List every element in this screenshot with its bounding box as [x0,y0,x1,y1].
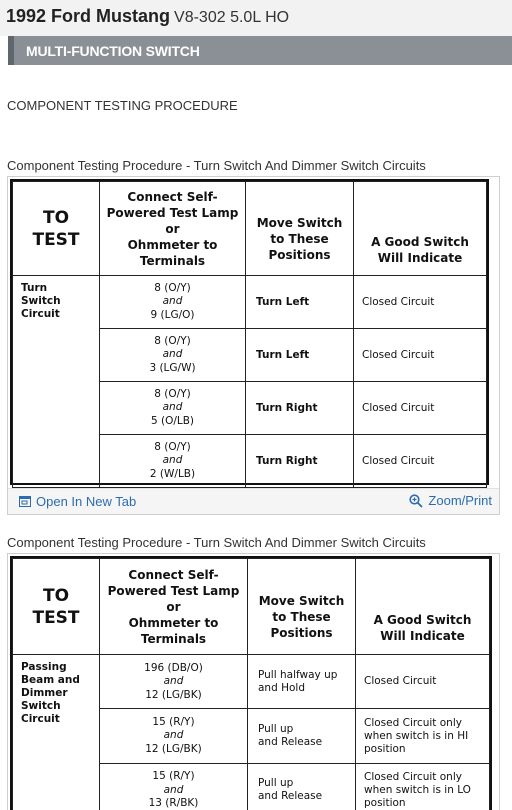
terminal-a: 15 (R/Y) [152,715,195,728]
figure-footer [8,488,499,514]
terminal-b: 5 (O/LB) [150,414,195,427]
terminal-b: 9 (LG/O) [150,308,195,321]
terminal-a: 8 (O/Y) [154,387,191,400]
terminal-cell [100,276,246,329]
terminal-and: and [163,675,184,688]
move-text: Pull halfway up [258,668,338,681]
terminal-a: 8 (O/Y) [154,334,191,347]
circuit-text: Circuit [21,308,60,320]
terminal-a: 8 (O/Y) [154,281,191,294]
circuit-text: Switch [21,295,61,307]
terminal-a: 8 (O/Y) [154,440,191,453]
move-text: and Release [258,736,323,749]
circuit-text: Beam and [21,674,80,687]
circuit-text: Dimmer [21,687,68,700]
header-text: Terminals [139,253,206,268]
indication-text: when switch is in LO [364,783,471,796]
terminal-a: 196 (DB/O) [144,661,203,674]
terminal-cell [100,329,246,382]
figure-card [7,553,500,810]
terminal-cell [100,709,248,763]
move-text: Pull up [258,723,294,736]
header-text: Powered Test Lamp [106,205,239,220]
header-text: Will Indicate [377,250,463,265]
move-position [248,655,356,709]
section-title: MULTI-FUNCTION SWITCH [26,43,200,59]
terminal-and: and [162,454,183,467]
indication [356,655,490,709]
circuit-text: Turn [21,282,48,294]
zoom-print-link[interactable] [409,493,492,508]
indication: Closed Circuit [354,435,487,488]
indication-text: Closed Circuit only [364,716,462,729]
header-to-test [13,182,100,276]
terminal-a: 15 (R/Y) [152,770,195,783]
table-header-row [13,182,487,276]
terminal-cell [100,382,246,435]
table-header-row [13,559,490,655]
terminal-cell [100,655,248,709]
spec-table [12,558,490,810]
header-text: Move Switch [256,215,343,230]
terminal-cell [100,435,246,488]
table-row [13,655,490,709]
header-text: Positions [270,625,333,640]
header-text: TO [42,207,70,228]
open-in-new-tab-link[interactable] [19,494,136,509]
open-in-new-tab-label: Open In New Tab [36,494,137,509]
terminal-b: 3 (LG/W) [149,361,196,374]
indication: Closed Circuit [354,329,487,382]
spec-table [12,181,487,488]
header-text: Move Switch [258,593,345,608]
terminal-b: 2 (W/LB) [149,467,196,480]
section-title-bar [8,36,512,65]
header-connect [100,182,246,276]
zoom-icon [409,494,423,508]
move-text: and Release [258,790,323,803]
figure-caption: Component Testing Procedure - Turn Switch And Dimmer Switch Circuits [7,535,426,550]
indication [356,763,490,810]
terminal-and: and [163,783,184,796]
header-text: TEST [32,229,80,250]
header-text: or [165,221,180,236]
header-text: A Good Switch [373,612,472,627]
terminal-b: 13 (R/BK) [148,797,199,810]
table-row [13,276,487,329]
header-text: Ohmmeter to [128,615,219,630]
header-text: or [166,599,181,614]
move-position [248,709,356,763]
header-move [248,559,356,655]
terminal-b: 12 (LG/BK) [145,742,202,755]
header-text: A Good Switch [371,234,469,249]
header-text: Positions [268,247,331,262]
figure-image [10,179,489,485]
page-heading: COMPONENT TESTING PROCEDURE [7,98,238,113]
header-text: to These [270,231,329,246]
move-position: Turn Right [246,382,354,435]
zoom-print-label: Zoom/Print [428,493,492,508]
move-position: Turn Left [246,276,354,329]
header-text: Will Indicate [380,628,465,643]
header-text: Ohmmeter to [127,237,218,252]
header-text: TEST [32,607,80,628]
terminal-and: and [162,348,183,361]
indication-text: Closed Circuit only [364,770,462,783]
indication [356,709,490,763]
move-text: and Hold [258,681,305,694]
figure-card [7,176,500,515]
circuit-label [13,655,100,810]
figure-caption: Component Testing Procedure - Turn Switch And Dimmer Switch Circuits [7,158,426,173]
open-in-new-tab-icon [19,496,31,507]
indication: Closed Circuit [354,382,487,435]
circuit-text: Passing [21,661,67,674]
circuit-label [13,276,100,488]
header-text: TO [42,585,70,606]
figure-image [10,556,492,810]
move-position [248,763,356,810]
header-text: Powered Test Lamp [107,583,240,598]
terminal-and: and [162,401,183,414]
terminal-and: and [162,295,183,308]
terminal-and: and [163,729,184,742]
header-move [246,182,354,276]
terminal-b: 12 (LG/BK) [145,688,202,701]
move-text: Pull up [258,777,294,790]
header-text: Connect Self- [127,189,218,204]
indication: Closed Circuit [354,276,487,329]
vehicle-make-model: 1992 Ford Mustang [6,6,171,26]
header-indicate [356,559,490,655]
header-to-test [13,559,100,655]
circuit-text: Circuit [21,713,60,726]
vehicle-title [6,6,289,27]
indication-text: Closed Circuit [364,675,437,688]
terminal-cell [100,763,248,810]
header-text: Terminals [140,631,207,646]
header-connect [100,559,248,655]
header-text: to These [272,609,331,624]
move-position: Turn Right [246,435,354,488]
header-indicate [354,182,487,276]
circuit-text: Switch [21,700,61,713]
indication-text: position [364,742,406,755]
indication-text: position [364,796,406,809]
vehicle-header [0,0,512,36]
header-text: Connect Self- [128,567,219,582]
vehicle-engine: V8-302 5.0L HO [174,9,290,26]
move-position: Turn Left [246,329,354,382]
indication-text: when switch is in HI [364,729,469,742]
